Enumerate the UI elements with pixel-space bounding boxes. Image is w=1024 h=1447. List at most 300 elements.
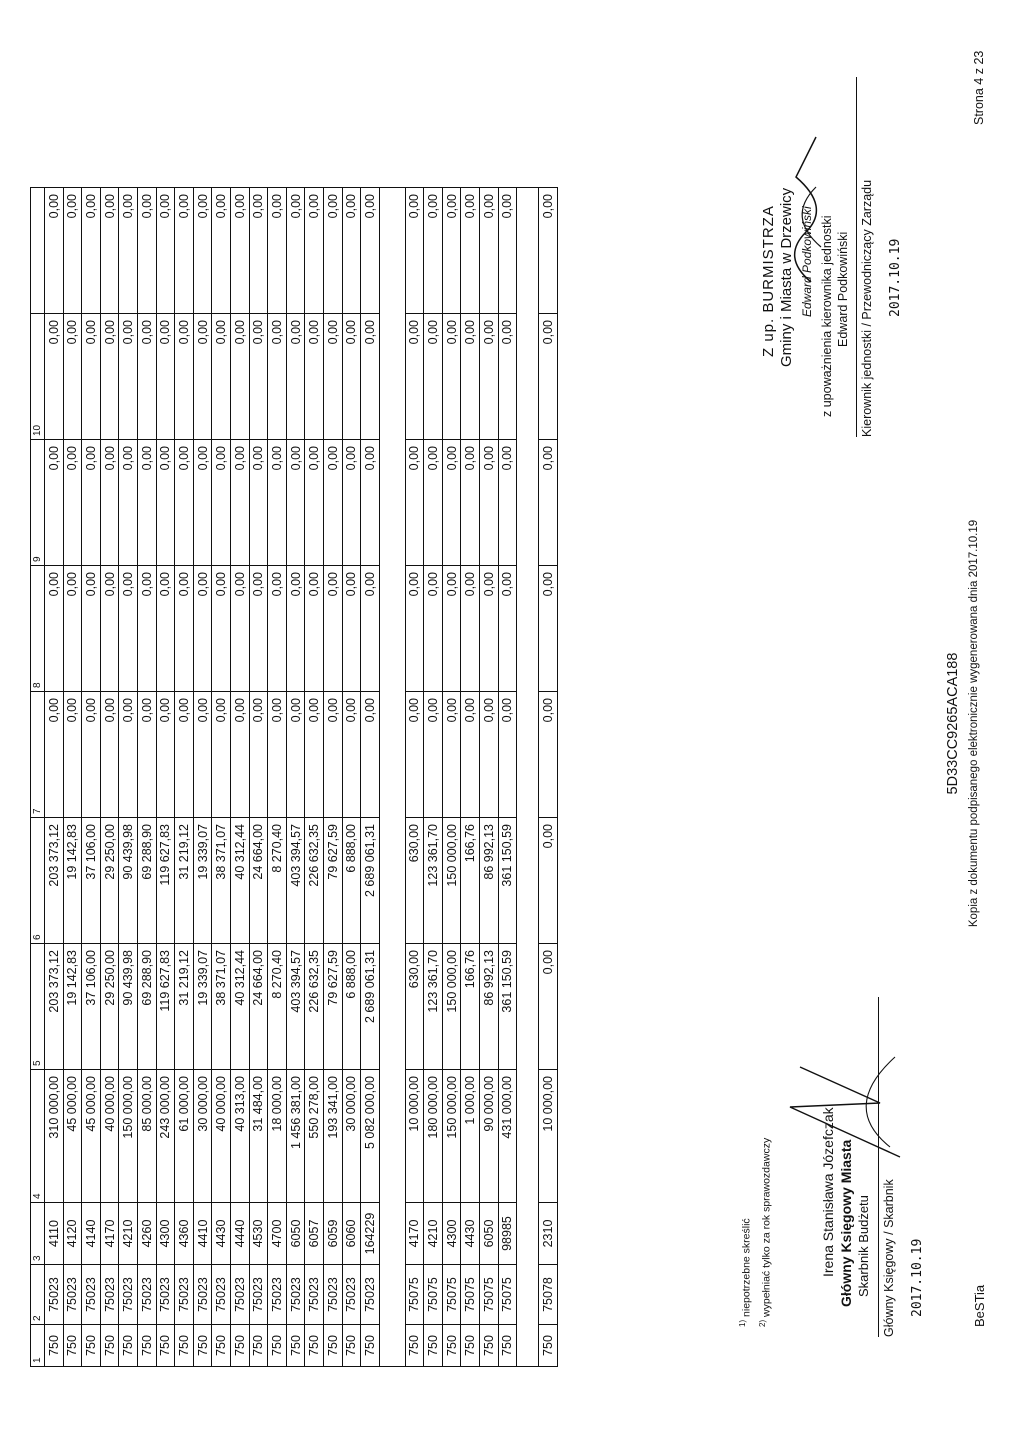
table-cell: 75023 xyxy=(286,1265,305,1325)
table-cell: 150 000,00 xyxy=(442,818,461,944)
table-cell: 0,00 xyxy=(461,692,480,818)
table-cell: 0,00 xyxy=(230,440,249,566)
manager-stamp-name: Edward Podkowiński xyxy=(800,206,814,317)
separator-cell xyxy=(379,314,405,440)
footnotes xyxy=(735,1138,774,1327)
table-cell: 2 689 061,31 xyxy=(361,818,380,944)
table-cell: 0,00 xyxy=(361,566,380,692)
table-cell: 0,00 xyxy=(480,440,499,566)
separator-cell xyxy=(379,1325,405,1367)
table-row xyxy=(461,188,480,1367)
table-row xyxy=(498,188,517,1367)
column-number: 8 xyxy=(31,566,45,692)
table-cell: 6050 xyxy=(286,1203,305,1265)
table-cell: 0,00 xyxy=(539,944,558,1070)
table-cell: 30 000,00 xyxy=(193,1070,212,1203)
table-row xyxy=(286,188,305,1367)
table-cell: 6060 xyxy=(342,1203,361,1265)
table-row xyxy=(480,188,499,1367)
table-cell: 75023 xyxy=(212,1265,231,1325)
table-cell: 193 341,00 xyxy=(323,1070,342,1203)
table-cell: 0,00 xyxy=(539,566,558,692)
table-cell: 0,00 xyxy=(361,692,380,818)
table-cell: 0,00 xyxy=(63,314,82,440)
table-cell: 750 xyxy=(305,1325,324,1367)
table-cell: 119 627,83 xyxy=(156,818,175,944)
table-cell: 123 361,70 xyxy=(424,818,443,944)
table-row xyxy=(100,188,119,1367)
manager-stamp-line-2: Gminy i Miasta w Drzewicy xyxy=(778,187,795,367)
table-cell: 0,00 xyxy=(539,314,558,440)
table-cell: 0,00 xyxy=(268,440,287,566)
table-cell: 0,00 xyxy=(45,314,64,440)
table-cell: 0,00 xyxy=(137,188,156,314)
separator-cell xyxy=(517,818,539,944)
table-cell: 0,00 xyxy=(305,314,324,440)
table-cell: 0,00 xyxy=(539,188,558,314)
table-cell: 0,00 xyxy=(45,440,64,566)
table-cell: 0,00 xyxy=(405,692,424,818)
table-cell: 0,00 xyxy=(212,188,231,314)
table-cell: 40 000,00 xyxy=(100,1070,119,1203)
table-cell: 0,00 xyxy=(480,314,499,440)
table-cell: 6050 xyxy=(480,1203,499,1265)
table-cell: 86 992,13 xyxy=(480,818,499,944)
table-cell: 4410 xyxy=(193,1203,212,1265)
table-cell: 4300 xyxy=(442,1203,461,1265)
table-cell: 0,00 xyxy=(305,188,324,314)
table-cell: 4260 xyxy=(137,1203,156,1265)
table-cell: 750 xyxy=(286,1325,305,1367)
table-cell: 24 664,00 xyxy=(249,818,268,944)
table-cell: 0,00 xyxy=(498,314,517,440)
table-row xyxy=(45,188,64,1367)
table-cell: 8 270,40 xyxy=(268,944,287,1070)
table-cell: 4140 xyxy=(82,1203,101,1265)
table-cell: 0,00 xyxy=(137,692,156,818)
table-cell: 4210 xyxy=(119,1203,138,1265)
separator-cell xyxy=(379,1070,405,1203)
table-cell: 18 000,00 xyxy=(268,1070,287,1203)
table-cell: 75023 xyxy=(175,1265,194,1325)
footnote-2: wypełniać tylko za rok sprawozdawczy xyxy=(760,1137,772,1317)
accountant-label: Główny Księgowy / Skarbnik xyxy=(882,1179,896,1337)
table-row xyxy=(82,188,101,1367)
table-cell: 40 312,44 xyxy=(230,944,249,1070)
table-cell: 0,00 xyxy=(461,188,480,314)
column-number: 7 xyxy=(31,692,45,818)
manager-date: 2017.10.19 xyxy=(888,238,903,317)
table-cell: 0,00 xyxy=(342,314,361,440)
separator-cell xyxy=(517,944,539,1070)
table-cell: 1 000,00 xyxy=(461,1070,480,1203)
column-number: 5 xyxy=(31,944,45,1070)
table-cell: 8 270,40 xyxy=(268,818,287,944)
manager-signature-line xyxy=(856,77,857,437)
table-cell: 0,00 xyxy=(249,440,268,566)
table-cell: 0,00 xyxy=(119,440,138,566)
table-cell: 0,00 xyxy=(119,692,138,818)
separator-cell xyxy=(379,1265,405,1325)
table-cell: 0,00 xyxy=(498,566,517,692)
table-cell: 0,00 xyxy=(323,566,342,692)
table-cell: 0,00 xyxy=(442,188,461,314)
table-cell: 0,00 xyxy=(249,566,268,692)
table-cell: 0,00 xyxy=(480,566,499,692)
table-cell: 0,00 xyxy=(175,188,194,314)
accountant-date: 2017.10.19 xyxy=(910,1238,925,1317)
table-cell: 630,00 xyxy=(405,944,424,1070)
table-cell: 75023 xyxy=(230,1265,249,1325)
software-brand: BeSTia xyxy=(972,1284,987,1327)
separator-cell xyxy=(517,440,539,566)
table-cell: 4120 xyxy=(63,1203,82,1265)
table-cell: 0,00 xyxy=(230,566,249,692)
table-cell: 0,00 xyxy=(342,188,361,314)
table-cell: 24 664,00 xyxy=(249,944,268,1070)
table-row xyxy=(405,188,424,1367)
table-cell: 69 288,90 xyxy=(137,944,156,1070)
table-cell: 75023 xyxy=(361,1265,380,1325)
table-cell: 75023 xyxy=(156,1265,175,1325)
table-cell: 0,00 xyxy=(268,314,287,440)
table-cell: 0,00 xyxy=(461,440,480,566)
table-cell: 0,00 xyxy=(498,188,517,314)
table-cell: 45 000,00 xyxy=(82,1070,101,1203)
table-cell: 31 484,00 xyxy=(249,1070,268,1203)
unit-manager-block xyxy=(760,77,960,437)
table-cell: 630,00 xyxy=(405,818,424,944)
table-cell: 0,00 xyxy=(193,692,212,818)
table-cell: 0,00 xyxy=(323,692,342,818)
table-cell: 30 000,00 xyxy=(342,1070,361,1203)
table-cell: 750 xyxy=(63,1325,82,1367)
table-cell: 79 627,59 xyxy=(323,944,342,1070)
table-cell: 75023 xyxy=(100,1265,119,1325)
table-cell: 0,00 xyxy=(175,692,194,818)
table-cell: 0,00 xyxy=(268,188,287,314)
table-cell: 10 000,00 xyxy=(539,1070,558,1203)
table-cell: 90 000,00 xyxy=(480,1070,499,1203)
manager-stamp-line-1: Z up. BURMISTRZA xyxy=(760,205,777,357)
separator-cell xyxy=(517,1265,539,1325)
table-row xyxy=(175,188,194,1367)
table-cell: 40 000,00 xyxy=(212,1070,231,1203)
table-cell: 403 394,57 xyxy=(286,944,305,1070)
column-number: 10 xyxy=(31,314,45,440)
table-cell: 750 xyxy=(498,1325,517,1367)
table-cell: 5 082 000,00 xyxy=(361,1070,380,1203)
table-cell: 0,00 xyxy=(480,188,499,314)
table-cell: 69 288,90 xyxy=(137,818,156,944)
table-cell: 0,00 xyxy=(100,566,119,692)
table-cell: 750 xyxy=(405,1325,424,1367)
table-cell: 164229 xyxy=(361,1203,380,1265)
table-cell: 0,00 xyxy=(342,566,361,692)
table-cell: 19 339,07 xyxy=(193,944,212,1070)
table-cell: 243 000,00 xyxy=(156,1070,175,1203)
table-cell: 226 632,35 xyxy=(305,944,324,1070)
table-cell: 550 278,00 xyxy=(305,1070,324,1203)
table-cell: 40 313,00 xyxy=(230,1070,249,1203)
table-cell: 0,00 xyxy=(405,566,424,692)
table-cell: 0,00 xyxy=(156,692,175,818)
table-row xyxy=(305,188,324,1367)
manager-label: Kierownik jednostki / Przewodniczący Zarządu xyxy=(860,179,874,437)
table-cell: 0,00 xyxy=(82,188,101,314)
table-cell: 0,00 xyxy=(82,692,101,818)
table-cell: 0,00 xyxy=(361,440,380,566)
separator-cell xyxy=(379,440,405,566)
table-cell: 361 150,59 xyxy=(498,818,517,944)
table-cell: 6 888,00 xyxy=(342,818,361,944)
table-cell: 0,00 xyxy=(323,314,342,440)
table-cell: 6059 xyxy=(323,1203,342,1265)
table-cell: 0,00 xyxy=(175,314,194,440)
table-cell: 90 439,98 xyxy=(119,818,138,944)
table-cell: 4530 xyxy=(249,1203,268,1265)
table-cell: 75023 xyxy=(193,1265,212,1325)
table-cell: 750 xyxy=(45,1325,64,1367)
table-cell: 4110 xyxy=(45,1203,64,1265)
table-cell: 750 xyxy=(480,1325,499,1367)
table-cell: 0,00 xyxy=(212,692,231,818)
table-cell: 0,00 xyxy=(442,440,461,566)
table-cell: 19 142,83 xyxy=(63,944,82,1070)
table-cell: 750 xyxy=(461,1325,480,1367)
table-cell: 0,00 xyxy=(249,692,268,818)
table-cell: 0,00 xyxy=(361,188,380,314)
table-cell: 0,00 xyxy=(63,566,82,692)
section-separator xyxy=(379,188,405,1367)
table-row xyxy=(63,188,82,1367)
table-cell: 75023 xyxy=(268,1265,287,1325)
table-cell: 431 000,00 xyxy=(498,1070,517,1203)
table-cell: 0,00 xyxy=(305,566,324,692)
table-row xyxy=(193,188,212,1367)
table-cell: 0,00 xyxy=(63,440,82,566)
accountant-signature-line xyxy=(878,997,879,1337)
separator-cell xyxy=(517,314,539,440)
table-cell: 75075 xyxy=(498,1265,517,1325)
separator-cell xyxy=(517,692,539,818)
table-cell: 19 142,83 xyxy=(63,818,82,944)
table-cell: 226 632,35 xyxy=(305,818,324,944)
table-cell: 75023 xyxy=(249,1265,268,1325)
table-cell: 0,00 xyxy=(424,440,443,566)
accountant-stamp-name: Irena Stanisława Józefczak xyxy=(820,1107,836,1277)
table-row xyxy=(156,188,175,1367)
separator-cell xyxy=(379,818,405,944)
table-cell: 31 219,12 xyxy=(175,818,194,944)
table-cell: 203 373,12 xyxy=(45,944,64,1070)
table-cell: 0,00 xyxy=(305,440,324,566)
table-cell: 40 312,44 xyxy=(230,818,249,944)
table-cell: 0,00 xyxy=(539,818,558,944)
table-row xyxy=(249,188,268,1367)
table-cell: 6057 xyxy=(305,1203,324,1265)
table-cell: 98985 xyxy=(498,1203,517,1265)
accountant-stamp-title: Główny Księgowy Miasta xyxy=(838,1139,854,1307)
table-cell: 0,00 xyxy=(286,188,305,314)
table-cell: 0,00 xyxy=(424,314,443,440)
manager-authorization: z upoważnienia kierownika jednostki xyxy=(820,215,834,417)
table-cell: 29 250,00 xyxy=(100,818,119,944)
separator-cell xyxy=(379,944,405,1070)
table-cell: 75078 xyxy=(539,1265,558,1325)
table-cell: 0,00 xyxy=(286,566,305,692)
separator-cell xyxy=(517,188,539,314)
table-cell: 4300 xyxy=(156,1203,175,1265)
table-cell: 75075 xyxy=(405,1265,424,1325)
column-number: 4 xyxy=(31,1070,45,1203)
table-cell: 0,00 xyxy=(82,440,101,566)
table-row xyxy=(268,188,287,1367)
table-cell: 37 106,00 xyxy=(82,818,101,944)
table-cell: 0,00 xyxy=(361,314,380,440)
table-cell: 4360 xyxy=(175,1203,194,1265)
table-cell: 45 000,00 xyxy=(63,1070,82,1203)
table-cell: 0,00 xyxy=(442,692,461,818)
table-cell: 750 xyxy=(193,1325,212,1367)
table-cell: 750 xyxy=(361,1325,380,1367)
table-cell: 0,00 xyxy=(305,692,324,818)
table-cell: 90 439,98 xyxy=(119,944,138,1070)
table-cell: 750 xyxy=(119,1325,138,1367)
footnote-2-mark: 2) xyxy=(757,1319,767,1327)
table-row xyxy=(323,188,342,1367)
table-cell: 4170 xyxy=(405,1203,424,1265)
table-cell: 0,00 xyxy=(193,440,212,566)
table-cell: 750 xyxy=(442,1325,461,1367)
table-cell: 0,00 xyxy=(230,188,249,314)
table-row xyxy=(230,188,249,1367)
table-cell: 6 888,00 xyxy=(342,944,361,1070)
table-cell: 750 xyxy=(268,1325,287,1367)
table-cell: 0,00 xyxy=(424,566,443,692)
table-cell: 203 373,12 xyxy=(45,818,64,944)
table-cell: 0,00 xyxy=(480,692,499,818)
table-cell: 0,00 xyxy=(342,440,361,566)
table-cell: 2 689 061,31 xyxy=(361,944,380,1070)
table-cell: 0,00 xyxy=(405,314,424,440)
table-cell: 0,00 xyxy=(175,440,194,566)
separator-cell xyxy=(379,1203,405,1265)
table-cell: 75023 xyxy=(305,1265,324,1325)
table-cell: 750 xyxy=(156,1325,175,1367)
table-cell: 0,00 xyxy=(323,440,342,566)
table-cell: 75023 xyxy=(63,1265,82,1325)
table-row xyxy=(539,188,558,1367)
table-cell: 0,00 xyxy=(193,188,212,314)
table-cell: 0,00 xyxy=(249,314,268,440)
table-cell: 0,00 xyxy=(442,566,461,692)
table-cell: 0,00 xyxy=(193,314,212,440)
separator-cell xyxy=(517,566,539,692)
table-cell: 0,00 xyxy=(461,566,480,692)
table-cell: 75023 xyxy=(323,1265,342,1325)
table-cell: 150 000,00 xyxy=(442,944,461,1070)
table-cell: 0,00 xyxy=(249,188,268,314)
table-cell: 75023 xyxy=(45,1265,64,1325)
separator-cell xyxy=(379,692,405,818)
table-cell: 0,00 xyxy=(405,188,424,314)
separator-cell xyxy=(517,1325,539,1367)
table-cell: 31 219,12 xyxy=(175,944,194,1070)
table-cell: 29 250,00 xyxy=(100,944,119,1070)
table-cell: 150 000,00 xyxy=(442,1070,461,1203)
column-number-row xyxy=(31,188,45,1367)
table-cell: 0,00 xyxy=(286,314,305,440)
table-cell: 123 361,70 xyxy=(424,944,443,1070)
column-number: 2 xyxy=(31,1265,45,1325)
table-row xyxy=(119,188,138,1367)
table-cell: 750 xyxy=(137,1325,156,1367)
table-cell: 0,00 xyxy=(119,566,138,692)
table-cell: 0,00 xyxy=(63,692,82,818)
footnote-1: niepotrzebne skreślić xyxy=(740,1218,753,1317)
table-cell: 38 371,07 xyxy=(212,944,231,1070)
table-cell: 4700 xyxy=(268,1203,287,1265)
table-cell: 75075 xyxy=(480,1265,499,1325)
table-cell: 750 xyxy=(175,1325,194,1367)
table-cell: 75075 xyxy=(461,1265,480,1325)
table-cell: 0,00 xyxy=(461,314,480,440)
manager-name: Edward Podkowiński xyxy=(836,231,850,347)
separator-cell xyxy=(379,566,405,692)
table-cell: 0,00 xyxy=(212,440,231,566)
table-cell: 750 xyxy=(424,1325,443,1367)
table-cell: 180 000,00 xyxy=(424,1070,443,1203)
table-cell: 4210 xyxy=(424,1203,443,1265)
table-cell: 10 000,00 xyxy=(405,1070,424,1203)
table-cell: 0,00 xyxy=(323,188,342,314)
table-cell: 75023 xyxy=(119,1265,138,1325)
table-cell: 0,00 xyxy=(45,566,64,692)
table-cell: 0,00 xyxy=(498,692,517,818)
table-cell: 0,00 xyxy=(193,566,212,692)
table-cell: 0,00 xyxy=(230,692,249,818)
table-row xyxy=(212,188,231,1367)
table-cell: 150 000,00 xyxy=(119,1070,138,1203)
table-cell: 0,00 xyxy=(156,566,175,692)
table-cell: 0,00 xyxy=(63,188,82,314)
table-cell: 0,00 xyxy=(405,440,424,566)
table-cell: 85 000,00 xyxy=(137,1070,156,1203)
table-cell: 750 xyxy=(100,1325,119,1367)
table-cell: 4430 xyxy=(212,1203,231,1265)
separator-cell xyxy=(517,1203,539,1265)
table-cell: 75075 xyxy=(442,1265,461,1325)
table-cell: 1 456 381,00 xyxy=(286,1070,305,1203)
table-cell: 750 xyxy=(342,1325,361,1367)
table-cell: 0,00 xyxy=(82,566,101,692)
table-cell: 37 106,00 xyxy=(82,944,101,1070)
chief-accountant-block xyxy=(820,977,950,1337)
table-cell: 0,00 xyxy=(45,188,64,314)
table-row xyxy=(361,188,380,1367)
footnote-1-mark: 1) xyxy=(738,1319,747,1327)
electronic-copy-note: Kopia z dokumentu podpisanego elektronicznie wygenerowana dnia 2017.10.19 xyxy=(968,519,980,928)
table-cell: 750 xyxy=(82,1325,101,1367)
table-cell: 0,00 xyxy=(268,566,287,692)
column-number xyxy=(31,188,45,314)
table-cell: 2310 xyxy=(539,1203,558,1265)
table-cell: 750 xyxy=(212,1325,231,1367)
table-cell: 0,00 xyxy=(342,692,361,818)
table-cell: 750 xyxy=(249,1325,268,1367)
table-cell: 0,00 xyxy=(212,314,231,440)
